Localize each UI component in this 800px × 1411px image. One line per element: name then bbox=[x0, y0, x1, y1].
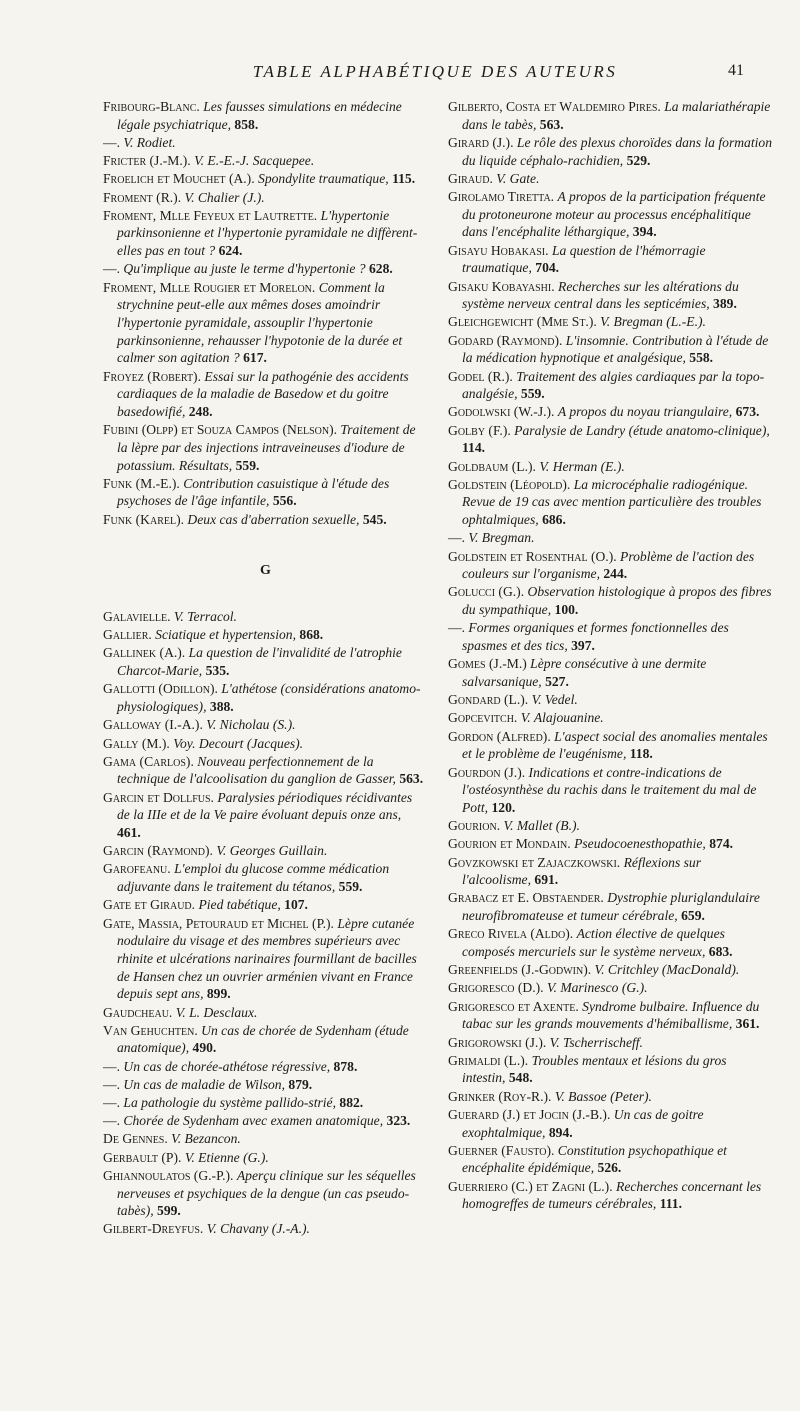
index-entry bbox=[448, 134, 773, 169]
entry-page-ref: 691. bbox=[534, 872, 559, 888]
entry-title: Un cas de goitre exophtalmique, bbox=[462, 1106, 704, 1140]
index-entry bbox=[448, 548, 773, 583]
entry-title: Essai sur la pathogénie des accidents cardiaques de la maladie de Basedow et du goitre basedowifié, bbox=[117, 368, 409, 419]
entry-author: Guerner (Fausto). bbox=[448, 1142, 555, 1158]
index-entries-right bbox=[448, 98, 773, 1213]
index-entry bbox=[103, 368, 428, 421]
index-entry bbox=[448, 1178, 773, 1213]
entry-author: Fricter (J.-M.). bbox=[103, 153, 191, 169]
index-entry bbox=[448, 998, 773, 1033]
entry-author: —. bbox=[103, 1076, 120, 1092]
entry-author: Girolamo Tiretta. bbox=[448, 189, 555, 205]
running-header: TABLE ALPHABÉTIQUE DES AUTEURS bbox=[252, 62, 618, 81]
entry-title: Nouveau perfectionnement de la technique de l'alcoolisation du ganglion de Gasser, bbox=[117, 753, 396, 787]
entry-author: Gourion et Mondain. bbox=[448, 836, 571, 852]
entry-title: Pseudocoenesthopathie, bbox=[574, 836, 706, 852]
entry-title: V. Marinesco (G.). bbox=[546, 980, 648, 996]
entry-title: V. Bregman (L.-E.). bbox=[600, 314, 706, 330]
index-entry bbox=[448, 764, 773, 817]
entry-page-ref: 704. bbox=[535, 260, 560, 276]
entry-page-ref: 461. bbox=[117, 825, 141, 841]
entry-page-ref: 529. bbox=[626, 152, 651, 168]
entry-author: De Gennes. bbox=[103, 1131, 168, 1147]
entry-page-ref: 894. bbox=[548, 1124, 573, 1140]
entry-author: Gate et Giraud. bbox=[103, 897, 196, 913]
entry-author: Gomes (J.-M.) bbox=[448, 656, 527, 672]
entry-author: Guerard (J.) et Jocin (J.-B.). bbox=[448, 1106, 611, 1122]
entry-title: V. Vedel. bbox=[531, 692, 578, 708]
entry-author: Gisayu Hobakasi. bbox=[448, 242, 549, 258]
index-entry bbox=[103, 789, 428, 842]
entry-page-ref: 248. bbox=[188, 403, 213, 419]
index-entry bbox=[448, 1052, 773, 1087]
entry-title: V. Chalier (J.). bbox=[184, 189, 265, 205]
entry-title: V. Bregman. bbox=[468, 530, 535, 546]
index-entry bbox=[103, 1130, 428, 1148]
index-entry bbox=[103, 421, 428, 474]
entry-author: Grimaldi (L.). bbox=[448, 1052, 529, 1068]
entry-title: Qu'implique au juste le terme d'hypertonie ? bbox=[123, 261, 366, 277]
entry-title: Voy. Decourt (Jacques). bbox=[173, 735, 304, 751]
entry-author: Fribourg-Blanc. bbox=[103, 99, 200, 114]
entry-author: Funk (M.-E.). bbox=[103, 475, 180, 491]
entry-title: Pied tabétique, bbox=[198, 897, 281, 913]
index-entry bbox=[103, 608, 428, 626]
entry-title: Traitement des algies cardiaques par la topo-analgésie, bbox=[462, 368, 765, 402]
entry-title: Dystrophie pluriglandulaire neurofibromateuse et tumeur cérébrale, bbox=[462, 890, 760, 924]
entry-author: Garcin (Raymond). bbox=[103, 843, 213, 859]
index-entry bbox=[448, 278, 773, 313]
index-entry bbox=[448, 332, 773, 367]
entry-author: Golucci (G.). bbox=[448, 584, 525, 600]
entry-author: Gourion. bbox=[448, 818, 501, 834]
index-entry bbox=[448, 368, 773, 403]
entry-page-ref: 394. bbox=[632, 224, 657, 240]
index-entry bbox=[448, 313, 773, 331]
index-entry bbox=[448, 458, 773, 476]
entry-title: Les fausses simulations en médecine légale psychiatrique, bbox=[117, 99, 402, 132]
entry-title: La malariathérapie dans le tabès, bbox=[462, 99, 771, 132]
index-entry bbox=[448, 979, 773, 997]
entry-author: Giraud. bbox=[448, 170, 493, 186]
entry-page-ref: 882. bbox=[339, 1095, 364, 1111]
entry-author: Gopcevitch. bbox=[448, 710, 518, 726]
entry-title: L'emploi du glucose comme médication adjuvante dans le traitement du tétanos, bbox=[117, 861, 390, 895]
entry-author: Garofeanu. bbox=[103, 861, 171, 877]
entry-title: Un cas de maladie de Wilson, bbox=[123, 1076, 285, 1092]
index-entry bbox=[103, 1004, 428, 1022]
index-entry bbox=[448, 655, 773, 690]
entry-author: Goldstein (Léopold). bbox=[448, 476, 571, 492]
entry-page-ref: 617. bbox=[243, 350, 267, 366]
entry-author: Grabacz et E. Obstaender. bbox=[448, 890, 604, 906]
entry-title: Problème de l'action des couleurs sur l'organisme, bbox=[462, 548, 755, 582]
index-entry bbox=[448, 835, 773, 853]
entry-title: Formes organiques et formes fonctionnelles des spasmes et des tics, bbox=[462, 620, 729, 654]
entry-author: Gisaku Kobayashi. bbox=[448, 278, 555, 294]
entry-page-ref: 628. bbox=[368, 261, 393, 277]
index-entry bbox=[103, 134, 428, 152]
entry-title: Le rôle des plexus choroïdes dans la formation du liquide céphalo-rachidien, bbox=[462, 134, 773, 168]
entry-author: Gallinek (A.). bbox=[103, 645, 186, 661]
entry-page-ref: 879. bbox=[288, 1076, 313, 1092]
entry-author: Fubini (Olpp) et Souza Campos (Nelson). bbox=[103, 422, 337, 438]
entry-page-ref: 563. bbox=[539, 116, 564, 132]
entry-author: —. bbox=[103, 1113, 120, 1129]
entry-author: Govzkowski et Zajaczkowski. bbox=[448, 854, 621, 870]
entry-title: Action élective de quelques composés mercuriels sur le système nerveux, bbox=[462, 926, 725, 960]
entry-title: La question de l'hémorragie traumatique, bbox=[462, 242, 706, 276]
index-entry bbox=[448, 961, 773, 979]
entry-page-ref: 599. bbox=[157, 1203, 181, 1219]
index-entry bbox=[103, 680, 428, 715]
entry-title: L'athétose (considérations anatomo-physiologiques), bbox=[117, 681, 421, 715]
index-entry bbox=[448, 1106, 773, 1141]
entry-title: Aperçu clinique sur les séquelles nerveuses et psychiques de la dengue (un cas pseudo-tabès), bbox=[117, 1167, 416, 1219]
entry-author: Golby (F.). bbox=[448, 422, 511, 438]
entry-page-ref: 659. bbox=[681, 908, 705, 924]
index-entry bbox=[448, 1142, 773, 1177]
entry-page-ref: 899. bbox=[206, 986, 231, 1002]
entry-author: Van Gehuchten. bbox=[103, 1022, 198, 1038]
entry-author: Guerriero (C.) et Zagni (L.). bbox=[448, 1178, 613, 1194]
index-entry bbox=[448, 817, 773, 835]
entry-author: Froment (R.). bbox=[103, 189, 182, 205]
entry-page-ref: 526. bbox=[597, 1160, 622, 1176]
entry-title: V. Tscherrischeff. bbox=[549, 1034, 643, 1050]
index-entry bbox=[103, 842, 428, 860]
entry-author: Gallotti (Odillon). bbox=[103, 681, 218, 697]
entry-page-ref: 120. bbox=[491, 799, 516, 815]
index-entry bbox=[103, 753, 428, 788]
entry-page-ref: 548. bbox=[508, 1070, 533, 1086]
entry-page-ref: 389. bbox=[713, 296, 737, 312]
index-entry bbox=[103, 896, 428, 914]
index-entry bbox=[103, 735, 428, 753]
entry-author: —. bbox=[103, 261, 120, 277]
entry-author: Ghiannoulatos (G.-P.). bbox=[103, 1167, 234, 1183]
entry-page-ref: 107. bbox=[284, 897, 308, 913]
entry-author: Gleichgewicht (Mme St.). bbox=[448, 314, 597, 330]
entry-author: —. bbox=[103, 134, 120, 150]
index-entry bbox=[448, 476, 773, 529]
entry-title: V. Gate. bbox=[496, 170, 540, 186]
index-entry bbox=[103, 152, 428, 170]
index-entry bbox=[103, 1058, 428, 1076]
index-entry bbox=[103, 860, 428, 895]
entry-title: Syndrome bulbaire. Influence du tabac sur les grands mouvements d'hémiballisme, bbox=[462, 998, 760, 1032]
index-entry bbox=[448, 619, 773, 654]
entry-title: V. Critchley (MacDonald). bbox=[594, 962, 740, 978]
entry-author: Funk (Karel). bbox=[103, 511, 185, 527]
entry-author: Godolwski (W.-J.). bbox=[448, 404, 555, 420]
entry-author: Froyez (Robert). bbox=[103, 368, 201, 384]
index-entry bbox=[103, 511, 428, 529]
entry-page-ref: 115. bbox=[392, 171, 416, 187]
entry-author: Gally (M.). bbox=[103, 735, 170, 751]
entry-page-ref: 673. bbox=[735, 404, 760, 420]
entry-author: Froment, Mlle Feyeux et Lautrette. bbox=[103, 207, 318, 223]
entry-title: Indications et contre-indications de l'ostéosynthèse du rachis dans le traitement du mal de Pott, bbox=[462, 764, 757, 815]
index-entry bbox=[448, 691, 773, 709]
index-entry bbox=[448, 583, 773, 618]
entry-title: La pathologie du système pallido-strié, bbox=[123, 1095, 336, 1111]
entry-title: La question de l'invalidité de l'atrophie Charcot-Marie, bbox=[117, 645, 402, 679]
entry-title: Recherches sur les altérations du système nerveux central dans les septicémies, bbox=[462, 278, 739, 312]
entry-page-ref: 100. bbox=[554, 602, 579, 618]
entry-page-ref: 559. bbox=[235, 457, 260, 473]
entry-author: Garcin et Dollfus. bbox=[103, 789, 214, 805]
index-entry bbox=[103, 716, 428, 734]
entry-title: L'hypertonie parkinsonienne et l'hypertonie pyramidale ne diffèrent-elles pas en tout ? bbox=[117, 207, 418, 259]
index-entry bbox=[448, 170, 773, 188]
index-entry bbox=[448, 422, 773, 457]
entry-title: Chorée de Sydenham avec examen anatomique, bbox=[123, 1113, 384, 1129]
entry-title: V. E.-E.-J. Sacquepee. bbox=[194, 153, 315, 169]
index-entry bbox=[448, 854, 773, 889]
entry-page-ref: 118. bbox=[629, 746, 653, 762]
index-entry bbox=[448, 925, 773, 960]
index-entry bbox=[448, 242, 773, 277]
entry-title: Lèpre cutanée nodulaire du visage et des membres supérieurs avec rhinite et ulcérations narinaires fourmillant de bacilles de Hansen chez un ouvrier arménien vivant en France depuis sept ans, bbox=[117, 915, 417, 1002]
entry-author: Grigorowski (J.). bbox=[448, 1034, 547, 1050]
index-entry bbox=[448, 1034, 773, 1052]
entry-title: A propos du noyau triangulaire, bbox=[557, 404, 733, 420]
index-entry bbox=[448, 98, 773, 133]
index-entry bbox=[448, 728, 773, 763]
entry-page-ref: 559. bbox=[338, 879, 363, 895]
entry-page-ref: 244. bbox=[603, 566, 628, 582]
entry-title: V. L. Desclaux. bbox=[175, 1004, 258, 1020]
entry-author: Froelich et Mouchet (A.). bbox=[103, 171, 255, 187]
entry-page-ref: 868. bbox=[299, 627, 324, 643]
index-entry bbox=[103, 279, 428, 368]
entry-title: Paralysie de Landry (étude anatomo-clinique), bbox=[514, 422, 770, 438]
entry-author: Froment, Mlle Rougier et Morelon. bbox=[103, 279, 316, 295]
entry-author: Grinker (Roy-R.). bbox=[448, 1088, 552, 1104]
entry-author: Galavielle. bbox=[103, 609, 171, 625]
entry-title: V. Rodiet. bbox=[123, 134, 176, 150]
entry-author: Gourdon (J.). bbox=[448, 764, 526, 780]
entry-author: Gama (Carlos). bbox=[103, 753, 194, 769]
entry-title: Constitution psychopathique et encéphalite épidémique, bbox=[462, 1142, 727, 1176]
entry-page-ref: 388. bbox=[209, 699, 234, 715]
entry-page-ref: 878. bbox=[333, 1058, 358, 1074]
entry-title: Deux cas d'aberration sexuelle, bbox=[187, 511, 360, 527]
section-letter: G bbox=[260, 563, 271, 579]
entry-page-ref: 490. bbox=[192, 1040, 217, 1056]
entry-title: V. Mallet (B.). bbox=[503, 818, 580, 834]
index-entry bbox=[448, 529, 773, 547]
index-entry bbox=[103, 626, 428, 644]
entry-title: Réflexions sur l'alcoolisme, bbox=[462, 854, 702, 888]
entry-title: V. Terracol. bbox=[173, 609, 237, 625]
entry-title: V. Alajouanine. bbox=[520, 710, 604, 726]
entry-page-ref: 111. bbox=[659, 1196, 683, 1212]
entry-author: Greenfields (J.-Godwin). bbox=[448, 962, 592, 978]
page-number: 41 bbox=[728, 62, 744, 79]
entry-author: Grigoresco et Axente. bbox=[448, 998, 579, 1014]
entry-page-ref: 361. bbox=[735, 1016, 760, 1032]
index-entry bbox=[103, 1112, 428, 1130]
entry-page-ref: 323. bbox=[386, 1113, 411, 1129]
entry-author: Gerbault (P). bbox=[103, 1149, 182, 1165]
entry-title: La microcéphalie radiogénique. Revue de 19 cas avec mention particulière des troubles ophtalmiques, bbox=[462, 476, 762, 528]
entry-title: L'insomnie. Contribution à l'étude de la médication hypnotique et analgésique, bbox=[462, 332, 769, 366]
index-entry bbox=[103, 1149, 428, 1167]
entry-title: Lèpre consécutive à une dermite salvarsanique, bbox=[462, 656, 707, 689]
entry-title: V. Nicholau (S.). bbox=[206, 717, 296, 733]
entry-page-ref: 535. bbox=[205, 663, 230, 679]
entry-author: Gaudcheau. bbox=[103, 1004, 173, 1020]
index-entry bbox=[448, 403, 773, 421]
entry-title: Sciatique et hypertension, bbox=[155, 627, 296, 643]
index-entry bbox=[103, 1076, 428, 1094]
entry-page-ref: 527. bbox=[545, 674, 569, 689]
entry-page-ref: 686. bbox=[542, 512, 566, 528]
index-entry bbox=[103, 207, 428, 260]
entry-title: Un cas de chorée de Sydenham (étude anatomique), bbox=[117, 1022, 409, 1056]
index-entry bbox=[448, 188, 773, 241]
entry-author: Gondard (L.). bbox=[448, 692, 529, 708]
entry-author: —. bbox=[103, 1058, 120, 1074]
entry-author: Greco Rivela (Aldo). bbox=[448, 926, 574, 942]
index-entry bbox=[103, 915, 428, 1004]
entry-author: Godard (Raymond). bbox=[448, 332, 563, 348]
entry-author: Godel (R.). bbox=[448, 368, 513, 384]
entry-author: Grigoresco (D.). bbox=[448, 980, 544, 996]
index-entry bbox=[103, 475, 428, 510]
index-entry bbox=[103, 1094, 428, 1112]
entry-title: L'aspect social des anomalies mentales et le problème de l'eugénisme, bbox=[462, 728, 768, 762]
entry-author: Gilbert-Dreyfus. bbox=[103, 1221, 204, 1237]
entry-title: V. Chavany (J.-A.). bbox=[206, 1221, 310, 1237]
index-entry bbox=[103, 644, 428, 679]
index-entry bbox=[103, 170, 428, 188]
entry-title: V. Herman (E.). bbox=[539, 458, 625, 474]
index-entry bbox=[103, 189, 428, 207]
entry-title: Contribution casuistique à l'étude des psychoses de l'âge infantile, bbox=[117, 475, 390, 509]
entry-title: Paralysies périodiques récidivantes de la IIIe et de la Ve paire évoluant depuis onze ans, bbox=[117, 789, 413, 823]
index-entry bbox=[103, 260, 428, 278]
entry-page-ref: 397. bbox=[571, 638, 595, 654]
entry-author: Gate, Massia, Petouraud et Michel (P.). bbox=[103, 915, 334, 931]
entry-author: Galloway (I.-A.). bbox=[103, 717, 203, 733]
entry-title: Troubles mentaux et lésions du gros intestin, bbox=[462, 1052, 727, 1086]
entry-title: A propos de la participation fréquente du protoneurone moteur au processus encéphalitique dans l'encéphalite léthargique, bbox=[462, 189, 766, 240]
entry-author: —. bbox=[448, 620, 465, 636]
entry-author: Gordon (Alfred). bbox=[448, 728, 551, 744]
entry-page-ref: 624. bbox=[218, 243, 243, 259]
entry-title: Traitement de la lèpre par des injections intraveineuses d'iodure de potassium. Résultats, bbox=[117, 422, 416, 473]
entry-page-ref: 559. bbox=[520, 386, 545, 402]
index-entry bbox=[103, 1167, 428, 1220]
right-column bbox=[448, 98, 773, 1214]
entry-page-ref: 563. bbox=[399, 771, 424, 787]
entry-title: Comment la strychnine peut-elle aux mêmes doses amoindrir l'hypertonie pyramidale, assouplir l'hypertonie parkinsonienne, rehausser l'hypotonie de la durée et calmer son agitation ? bbox=[117, 279, 403, 366]
entry-page-ref: 683. bbox=[708, 944, 733, 960]
entry-author: Gilberto, Costa et Waldemiro Pires. bbox=[448, 99, 661, 114]
entry-page-ref: 874. bbox=[709, 836, 734, 852]
entry-title: Recherches concernant les homogreffes de tumeurs cérébrales, bbox=[462, 1178, 762, 1212]
entry-author: Goldbaum (L.). bbox=[448, 458, 536, 474]
index-entry bbox=[448, 889, 773, 924]
entry-author: —. bbox=[448, 530, 465, 546]
entry-page-ref: 545. bbox=[362, 511, 387, 527]
entry-title: Spondylite traumatique, bbox=[258, 171, 389, 187]
entry-author: Goldstein et Rosenthal (O.). bbox=[448, 548, 617, 564]
entry-page-ref: 114. bbox=[462, 440, 486, 456]
index-entry bbox=[103, 98, 428, 133]
index-entry bbox=[448, 709, 773, 727]
left-column bbox=[103, 98, 428, 1239]
entry-author: —. bbox=[103, 1095, 120, 1111]
entry-author: Gallier. bbox=[103, 627, 152, 643]
entry-title: Un cas de chorée-athétose régressive, bbox=[123, 1058, 331, 1074]
entry-title: V. Georges Guillain. bbox=[216, 843, 328, 859]
entry-title: V. Etienne (G.). bbox=[184, 1149, 269, 1165]
index-entry bbox=[103, 1220, 428, 1238]
entry-author: Girard (J.). bbox=[448, 134, 514, 150]
entry-page-ref: 556. bbox=[272, 493, 297, 509]
index-entry bbox=[448, 1088, 773, 1106]
entry-title: V. Bezancon. bbox=[171, 1131, 241, 1147]
entry-page-ref: 858. bbox=[234, 116, 259, 132]
entry-page-ref: 558. bbox=[689, 350, 714, 366]
index-entry bbox=[103, 1022, 428, 1057]
entry-title: V. Bassoe (Peter). bbox=[554, 1088, 652, 1104]
entry-title: Observation histologique à propos des fibres du sympathique, bbox=[462, 584, 772, 618]
index-entries-f bbox=[103, 98, 428, 528]
index-entries-g bbox=[103, 608, 428, 1238]
